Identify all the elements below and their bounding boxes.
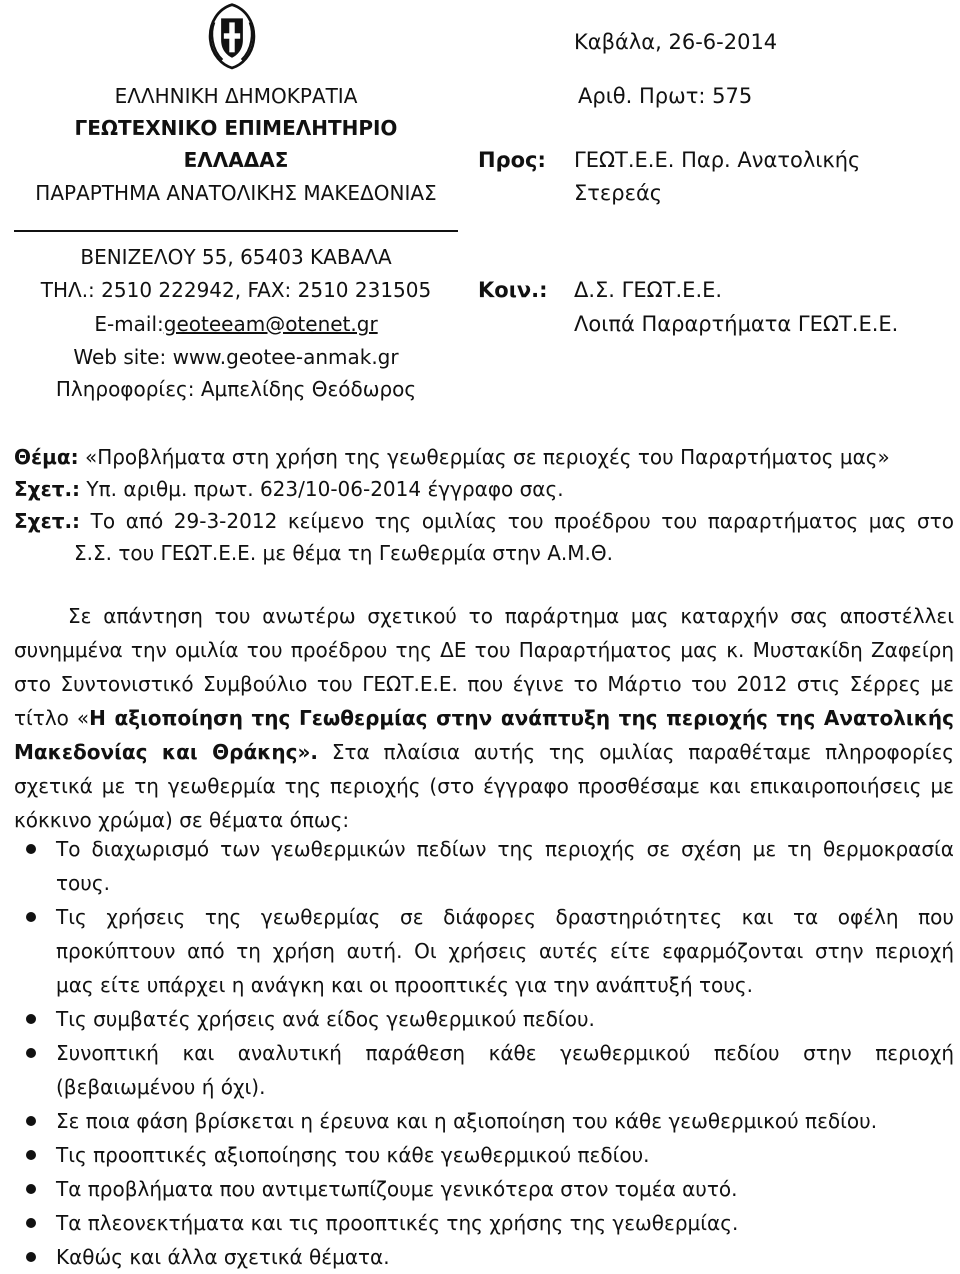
body-line: στο Συντονιστικό Συμβούλιο του ΓΕΩΤ.Ε.Ε. που έγινε το Μάρτιο του 2012 στις Σέρρες με: [14, 672, 954, 696]
subject-label: Θέμα:: [14, 445, 79, 469]
bullet-icon: [26, 912, 36, 922]
to-recipient-line2: Στερεάς: [574, 181, 663, 205]
bullet-icon: [26, 1150, 36, 1160]
bullet-icon: [26, 1218, 36, 1228]
organization-name: ΓΕΩΤΕΧΝΙΚΟ ΕΠΙΜΕΛΗΤΗΡΙΟ: [74, 116, 398, 140]
subject-text: «Προβλήματα στη χρήση της γεωθερμίας σε περιοχές του Παραρτήματος μας»: [84, 445, 890, 469]
sender-website: Web site: www.geotee-anmak.gr: [73, 345, 399, 369]
list-item-text: Τα πλεονεκτήματα και τις προοπτικές της χρήσης της γεωθερμίας.: [56, 1211, 739, 1235]
to-recipient-line1: ΓΕΩΤ.Ε.Ε. Παρ. Ανατολικής: [574, 148, 861, 172]
list-item-text: μας είτε υπάρχει η ανάγκη και οι προοπτικές για την ανάπτυξή τους.: [56, 973, 753, 997]
list-item-text: (βεβαιωμένου ή όχι).: [56, 1075, 266, 1099]
list-item: [14, 900, 954, 1002]
reference-1: [14, 477, 564, 501]
bullet-icon: [26, 1048, 36, 1058]
reference-2-continued: Σ.Σ. του ΓΕΩΤ.Ε.Ε. με θέμα τη Γεωθερμία στην Α.Μ.Θ.: [74, 541, 613, 565]
organization-name-line2: ΕΛΛΑΔΑΣ: [183, 148, 289, 172]
subject-line: [14, 445, 890, 469]
bullet-icon: [26, 1184, 36, 1194]
list-item-text: τους.: [56, 871, 110, 895]
email-link[interactable]: geoteeam@otenet.gr: [163, 312, 378, 336]
body-line: σχετικά με τη γεωθερμία της περιοχής (στο έγγραφο προσθέσαμε και επικαιροποιήσεις με: [14, 774, 954, 798]
bullet-icon: [26, 1116, 36, 1126]
reference-label: Σχετ.:: [14, 477, 81, 501]
list-item-text: Τις προοπτικές αξιοποίησης του κάθε γεωθερμικού πεδίου.: [56, 1143, 650, 1167]
list-item-text: Τις χρήσεις της γεωθερμίας σε διάφορες δραστηριότητες και τα οφέλη που: [56, 905, 954, 929]
body-line: κόκκινο χρώμα) σε θέματα όπως:: [14, 808, 350, 832]
list-item-text: Καθώς και άλλα σχετικά θέματα.: [56, 1245, 390, 1269]
reference-text: Υπ. αριθμ. πρωτ. 623/10-06-2014 έγγραφο σας.: [86, 477, 564, 501]
country-name: ΕΛΛΗΝΙΚΗ ΔΗΜΟΚΡΑΤΙΑ: [114, 84, 358, 108]
place-date: Καβάλα, 26-6-2014: [574, 30, 778, 54]
list-item: [14, 1240, 954, 1274]
bullet-icon: [26, 1014, 36, 1024]
contact-person: Πληροφορίες: Αμπελίδης Θεόδωρος: [55, 377, 417, 401]
body-paragraph: [14, 599, 954, 837]
body-line: συνημμένα την ομιλία του προέδρου της ΔΕ του Παραρτήματος μας κ. Μυστακίδη Ζαφείρη: [14, 638, 954, 662]
body-line: τίτλο «Η αξιοποίηση της Γεωθερμίας στην ανάπτυξη της περιοχής της Ανατολικής: [14, 706, 955, 730]
list-item-text: Τα προβλήματα που αντιμετωπίζουμε γενικότερα στον τομέα αυτό.: [56, 1177, 738, 1201]
branch-name: ΠΑΡΑΡΤΗΜΑ ΑΝΑΤΟΛΙΚΗΣ ΜΑΚΕΔΟΝΙΑΣ: [35, 181, 437, 205]
topics-list: [14, 832, 954, 1274]
header-divider: [14, 230, 458, 232]
cc-label: Κοιν.:: [478, 278, 548, 302]
bullet-icon: [26, 844, 36, 854]
cc-recipient-line1: Δ.Σ. ΓΕΩΤ.Ε.Ε.: [574, 278, 723, 302]
list-item-text: Τις συμβατές χρήσεις ανά είδος γεωθερμικού πεδίου.: [56, 1007, 595, 1031]
body-line: Μακεδονίας και Θράκης». Στα πλαίσια αυτής της ομιλίας παραθέταμε πληροφορίες: [14, 740, 954, 764]
reference-text: Το από 29-3-2012 κείμενο της ομιλίας του προέδρου του παραρτήματος μας στο: [90, 509, 954, 533]
list-item: [14, 1138, 954, 1172]
list-item-text: Συνοπτική και αναλυτική παράθεση κάθε γεωθερμικού πεδίου στην περιοχή: [56, 1041, 954, 1065]
list-item: [14, 1172, 954, 1206]
protocol-number: Αριθ. Πρωτ: 575: [578, 84, 753, 108]
list-item: [14, 832, 954, 900]
list-item: [14, 1036, 954, 1104]
list-item-text: Το διαχωρισμό των γεωθερμικών πεδίων της περιοχής σε σχέση με τη θερμοκρασία: [56, 837, 954, 861]
reference-label: Σχετ.:: [14, 509, 81, 533]
cc-recipient-line2: Λοιπά Παραρτήματα ΓΕΩΤ.Ε.Ε.: [574, 312, 899, 336]
list-item: [14, 1104, 954, 1138]
list-item: [14, 1206, 954, 1240]
sender-email: E-mail:geoteeam@otenet.gr: [94, 312, 378, 336]
list-item-text: προκύπτουν από τη χρήση αυτή. Οι χρήσεις αυτές είτε εφαρμόζονται στην περιοχή: [56, 939, 954, 963]
body-line: Σε απάντηση του ανωτέρω σχετικού το παράρτημα μας καταρχήν σας αποστέλλει: [68, 604, 954, 628]
to-label: Προς:: [478, 148, 546, 172]
list-item: [14, 1002, 954, 1036]
sender-phone-fax: ΤΗΛ.: 2510 222942, FAX: 2510 231505: [40, 278, 432, 302]
list-item-text: Σε ποια φάση βρίσκεται η έρευνα και η αξιοποίηση του κάθε γεωθερμικού πεδίου.: [56, 1109, 878, 1133]
greek-state-emblem: [198, 2, 266, 70]
sender-address: ΒΕΝΙΖΕΛΟΥ 55, 65403 ΚΑΒΑΛΑ: [80, 245, 392, 269]
reference-2: [14, 509, 954, 533]
